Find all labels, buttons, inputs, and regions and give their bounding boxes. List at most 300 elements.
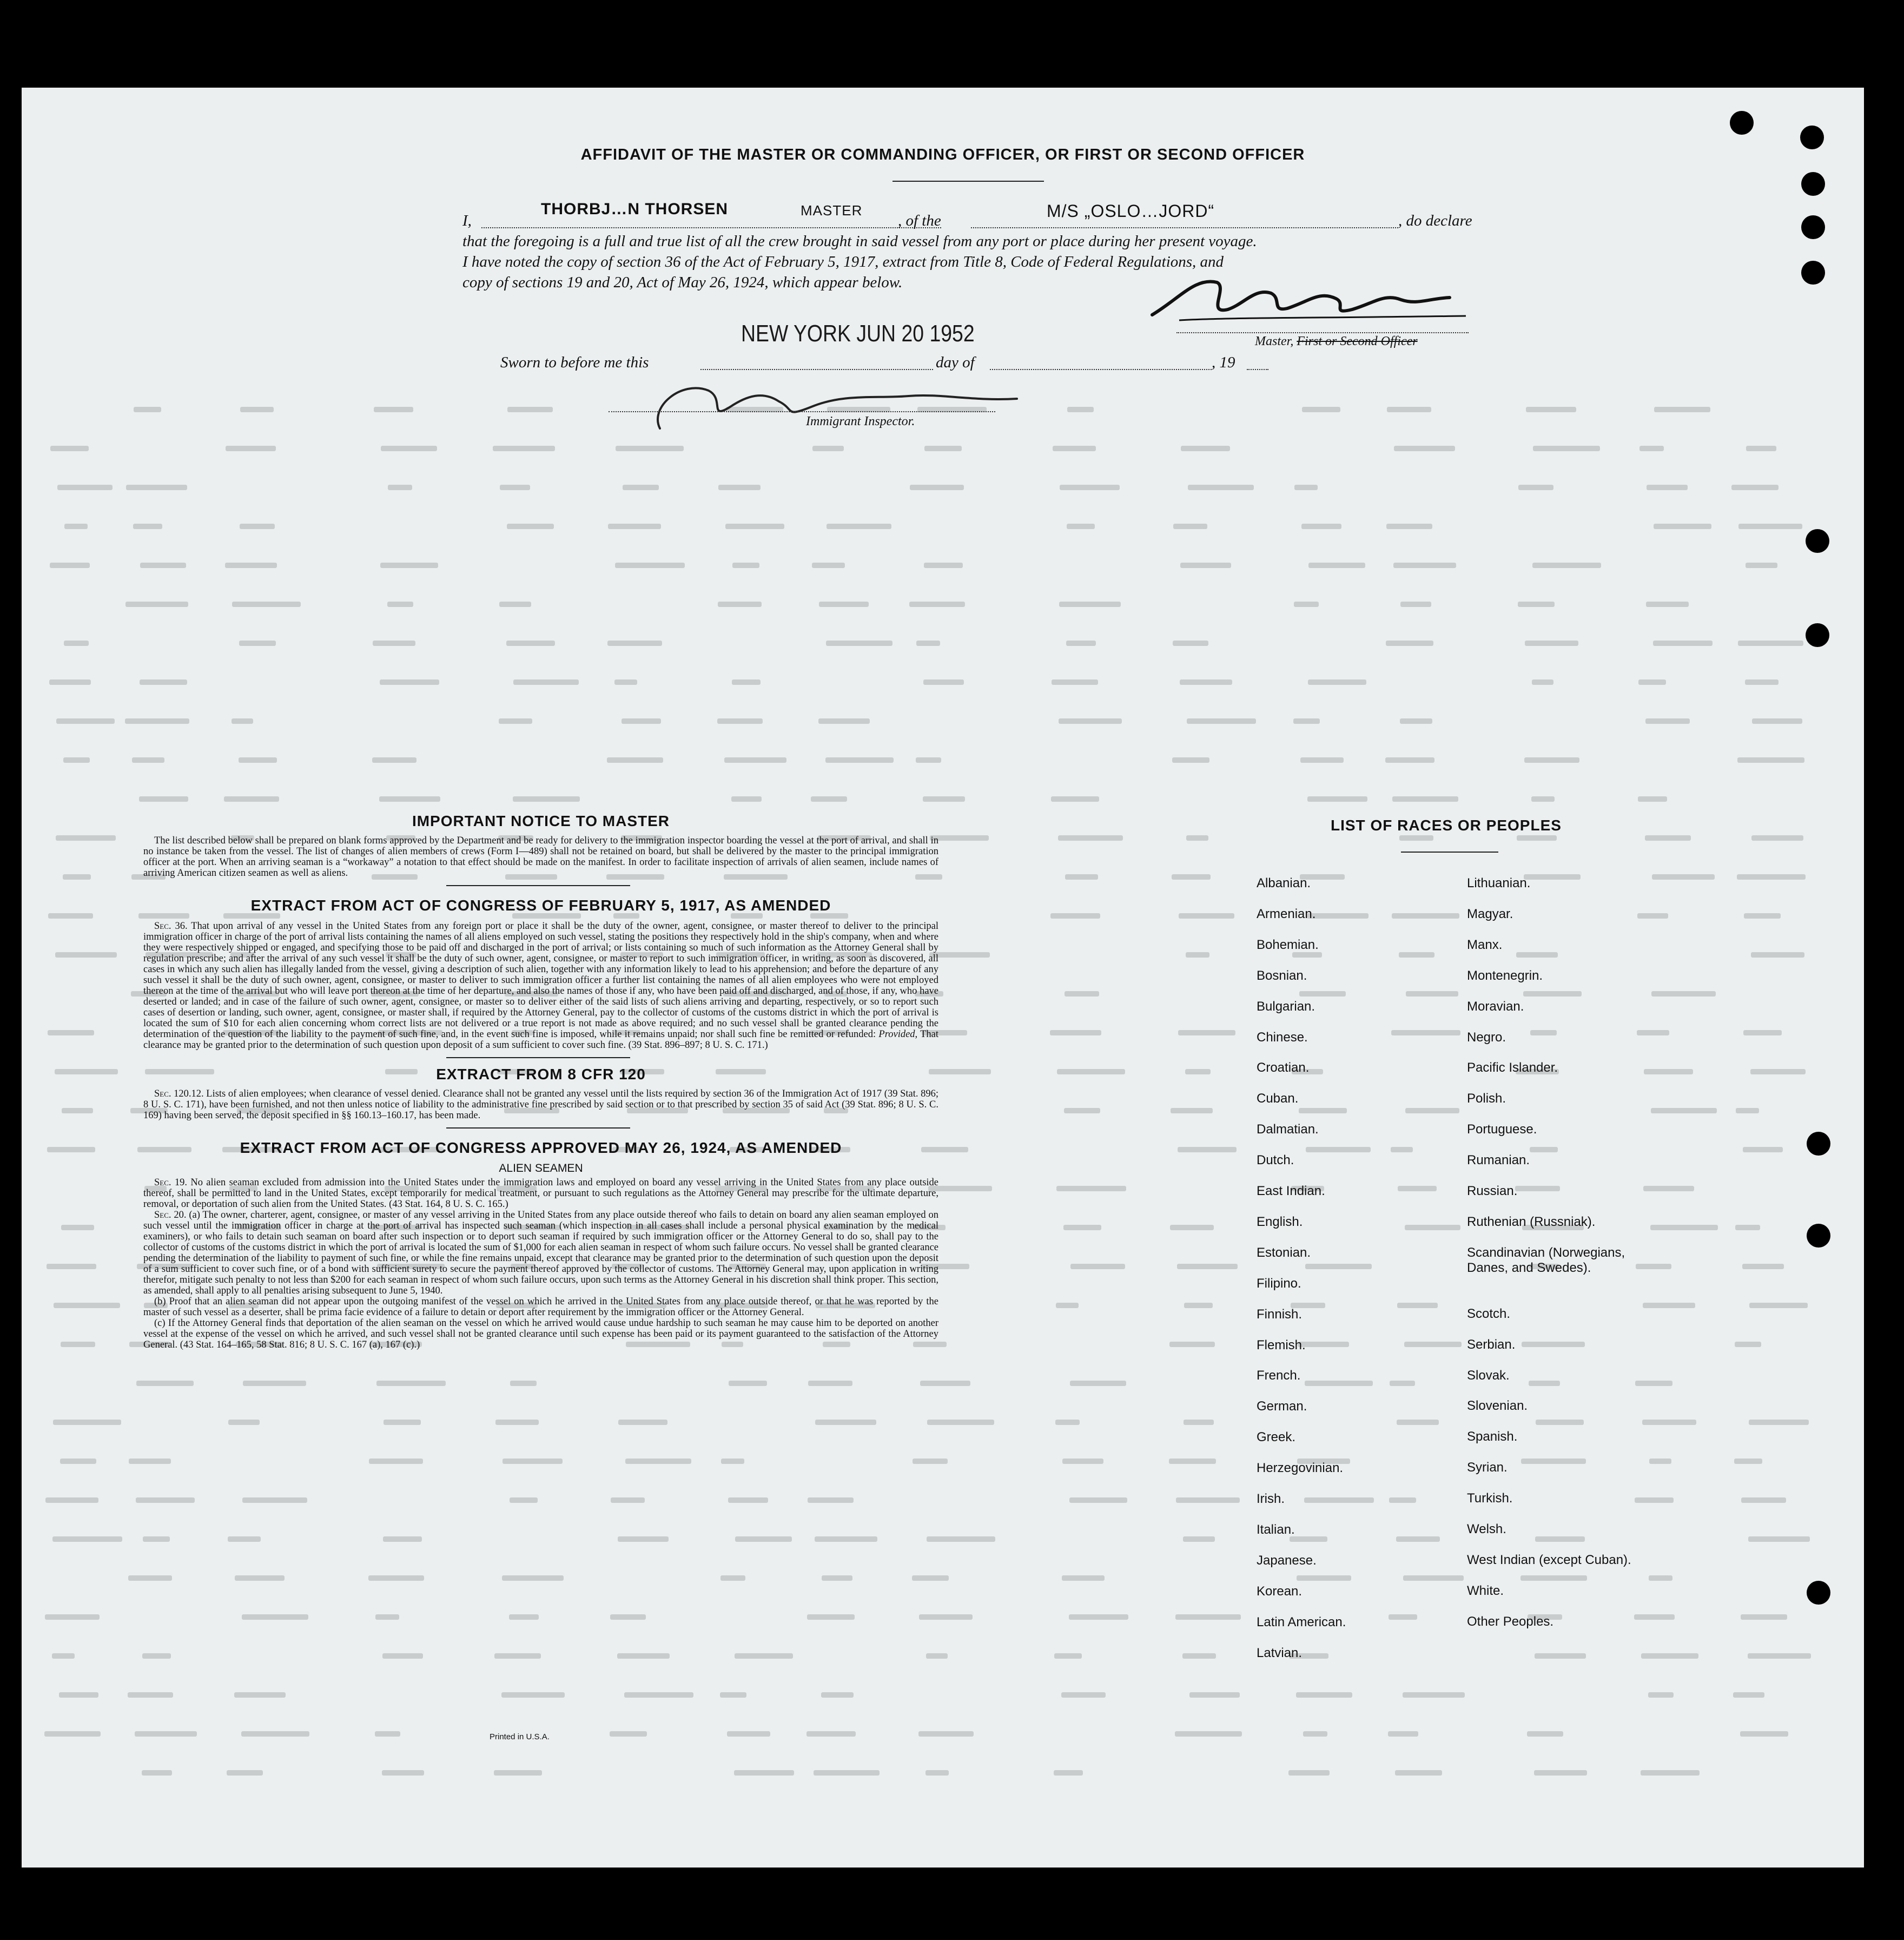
extract-1924-title: EXTRACT FROM ACT OF CONGRESS APPROVED MAY 26, 1924, AS AMENDED xyxy=(240,1139,842,1156)
bleed-through-mark xyxy=(235,1575,285,1581)
bleed-through-mark xyxy=(382,1770,424,1776)
vessel-field: M/S „OSLO…JORD“ xyxy=(1047,201,1215,221)
bleed-through-mark xyxy=(1654,524,1711,529)
bleed-through-mark xyxy=(243,1381,306,1386)
bleed-through-mark xyxy=(1189,1692,1240,1698)
bleed-through-mark xyxy=(56,835,116,841)
bleed-through-mark xyxy=(1387,407,1431,412)
sec-120-label: Sec. 120.12. xyxy=(154,1088,204,1099)
rank-field: MASTER xyxy=(801,202,863,219)
bleed-through-mark xyxy=(1735,1342,1761,1347)
bleed-through-mark xyxy=(1063,1225,1101,1230)
bleed-through-mark xyxy=(1750,1069,1806,1074)
bleed-through-mark xyxy=(623,485,659,490)
bleed-through-mark xyxy=(826,641,892,646)
bleed-through-mark xyxy=(1644,1069,1693,1074)
races-rule xyxy=(1401,852,1498,853)
bleed-through-mark xyxy=(1186,952,1209,958)
race-item: Ruthenian (Russniak). xyxy=(1467,1214,1596,1229)
bleed-through-mark xyxy=(1638,796,1667,802)
race-item: Finnish. xyxy=(1257,1306,1303,1322)
race-item: Herzegovinian. xyxy=(1257,1461,1344,1476)
sec-120-text: Lists of alien employees; when clearance of vessel denied. Clearance shall not be granted any vessel until the lists required by section 36 of the Immigration Act of 1917 (39 Stat. 896; 8 U. S. C. 171), have been furnished, and not then unless notice of liability to the administrative fine prescribed by said section or to that prescribed by section 35 of said Act (39 Stat. 896; 8 U. S. C. 169) having been served, the deposit specified in §§ 160.13–160.17, has been made. xyxy=(143,1088,939,1121)
bleed-through-mark xyxy=(1643,1186,1694,1191)
bleed-through-mark xyxy=(1178,1030,1235,1035)
bleed-through-mark xyxy=(610,1731,647,1737)
bleed-through-mark xyxy=(912,1575,949,1581)
bleed-through-mark xyxy=(241,1731,309,1737)
bleed-through-mark xyxy=(1642,1420,1696,1425)
year-label: , 19 xyxy=(1212,354,1235,371)
race-item: Negro. xyxy=(1467,1030,1506,1045)
bleed-through-mark xyxy=(1736,1108,1759,1113)
bleed-through-mark xyxy=(1651,991,1716,997)
bleed-through-mark xyxy=(1053,446,1096,451)
bleed-through-mark xyxy=(724,757,786,763)
bleed-through-mark xyxy=(1300,757,1344,763)
bleed-through-mark xyxy=(1516,952,1558,958)
bleed-through-mark xyxy=(732,679,761,685)
sec-36-text: That upon arrival of any vessel in the United States from any foreign port or place it shall be the duty of the owner, agent, consignee, or master thereof to deliver to the principal immigration officer in charge of the port of arrival lists containing the names of all aliens employed on such vessel, stating the positions they respectively hold in the ship's company, when and where they were respectively shipped or engaged, and specifying those to be paid off and discharged in the port of arrival; or lists containing so much of such information as the Attorney General shall by regulation prescribe; and after the arrival of any such vessel it shall be the duty of such owner, agent, consignee, or master to report to such immigration officer, in writing, as soon as discovered, all cases in which any such alien has illegally landed from the vessel, giving a description of such alien, together with any information likely to lead to his apprehension; and before the departure of any such vessel it shall be the duty of such owner, agent, consignee, or master to deliver to such immigration officer a further list containing the names of all alien employees who were not employed thereon at the time of the arrival but who will leave port thereon at the time of her departure, and also the names of those if any, who have been paid off and discharged, and of those, if any, who have deserted or landed; and in case of the failure of such owner, agent, consignee, or master so to deliver either of the said lists of such aliens arriving and departing, respectively, or so to report such cases of desertion or landing, such owner, agent, consignee, or master shall, if required by the Attorney General, pay to the collector of customs of the customs district in which the port of arrival is located the sum of $10 for each alien concerning whom correct lists are not delivered or a true report is not made as above required; and no such vessel shall be granted clearance pending the determination of the question of the liability to the payment of such fine, and, in the event such fine is imposed, while it remains unpaid; nor shall such fine be remitted or refunded: xyxy=(143,921,939,1040)
bleed-through-mark xyxy=(1176,1497,1240,1503)
bleed-through-mark xyxy=(136,1381,194,1386)
bleed-through-mark xyxy=(825,757,894,763)
bleed-through-mark xyxy=(1746,446,1776,451)
bleed-through-mark xyxy=(142,1770,172,1776)
bleed-through-mark xyxy=(1635,1381,1672,1386)
bleed-through-mark xyxy=(617,1653,670,1659)
race-item: Scandinavian (Norwegians, xyxy=(1467,1245,1625,1260)
bleed-through-mark xyxy=(494,1653,541,1659)
race-item: Chinese. xyxy=(1257,1030,1308,1045)
bleed-through-mark xyxy=(1066,641,1096,646)
race-item: Portuguese. xyxy=(1467,1122,1537,1137)
bleed-through-mark xyxy=(1175,1731,1242,1737)
bleed-through-mark xyxy=(616,446,684,451)
bleed-through-mark xyxy=(1641,1770,1700,1776)
bleed-through-mark xyxy=(1059,718,1122,724)
bleed-through-mark xyxy=(1388,1731,1418,1737)
race-item: Scotch. xyxy=(1467,1306,1511,1321)
bleed-through-mark xyxy=(369,1459,423,1464)
bleed-through-mark xyxy=(1518,485,1553,490)
bleed-through-mark xyxy=(732,563,759,568)
bleed-through-mark xyxy=(1396,1536,1440,1542)
race-item: Moravian. xyxy=(1467,999,1524,1014)
bleed-through-mark xyxy=(808,1381,852,1386)
bleed-through-mark xyxy=(916,757,941,763)
bleed-through-mark xyxy=(1527,1731,1563,1737)
bleed-through-mark xyxy=(1307,796,1367,802)
extract-1924-body xyxy=(143,1177,938,1350)
bleed-through-mark xyxy=(734,1770,794,1776)
race-item: Welsh. xyxy=(1467,1522,1506,1536)
bleed-through-mark xyxy=(57,485,113,490)
race-item: English. xyxy=(1257,1214,1303,1229)
master-caption-struck: First or Second Officer xyxy=(1297,334,1418,348)
bleed-through-mark xyxy=(615,563,685,568)
binder-hole xyxy=(1800,126,1824,149)
bleed-through-mark xyxy=(1288,1770,1330,1776)
bleed-through-mark xyxy=(232,602,301,607)
master-caption xyxy=(1255,334,1418,349)
race-item: Dutch. xyxy=(1257,1153,1294,1168)
bleed-through-mark xyxy=(909,602,965,607)
bleed-through-mark xyxy=(242,1614,308,1620)
bleed-through-mark xyxy=(1731,485,1779,490)
bleed-through-mark xyxy=(240,524,275,529)
bleed-through-mark xyxy=(1056,1303,1079,1308)
bleed-through-mark xyxy=(125,718,189,724)
bleed-through-mark xyxy=(1748,1653,1811,1659)
race-item: Japanese. xyxy=(1257,1553,1317,1568)
race-item: Slovak. xyxy=(1467,1368,1510,1383)
bleed-through-mark xyxy=(815,1536,877,1542)
bleed-through-mark xyxy=(1517,835,1557,841)
bleed-through-mark xyxy=(1400,718,1432,724)
sec-20b-paragraph: (b) Proof that an alien seaman did not appear upon the outgoing manifest of the vessel on which he arrived in the United States from any place outside thereof, or that he was reported by the master of such vessel as a deserter, shall be prima facie evidence of a failure to detain or deport after requirement by the immigration officer or the Attorney General. xyxy=(143,1296,938,1318)
bleed-through-mark xyxy=(1744,913,1781,919)
bleed-through-mark xyxy=(382,1653,423,1659)
bleed-through-mark xyxy=(1515,1186,1560,1191)
bleed-through-mark xyxy=(493,446,555,451)
bleed-through-mark xyxy=(387,602,413,607)
bleed-through-mark xyxy=(607,641,662,646)
bleed-through-mark xyxy=(64,641,89,646)
bleed-through-mark xyxy=(814,1770,880,1776)
bleed-through-mark xyxy=(1188,485,1254,490)
bleed-through-mark xyxy=(1406,991,1458,997)
race-item: Korean. xyxy=(1257,1583,1303,1599)
bleed-through-mark xyxy=(61,1342,95,1347)
bleed-through-mark xyxy=(718,485,761,490)
sec-36-paragraph xyxy=(143,921,938,1051)
bleed-through-mark xyxy=(822,1575,852,1581)
bleed-through-mark xyxy=(373,641,415,646)
bleed-through-mark xyxy=(1290,1536,1327,1542)
bleed-through-mark xyxy=(1399,952,1434,958)
bleed-through-mark xyxy=(60,1459,96,1464)
bleed-through-mark xyxy=(926,1653,948,1659)
binder-hole xyxy=(1730,111,1754,135)
bleed-through-mark xyxy=(1386,524,1432,529)
bleed-through-mark xyxy=(1525,641,1578,646)
bleed-through-mark xyxy=(384,1420,421,1425)
bleed-through-mark xyxy=(1182,1653,1216,1659)
race-item: Spanish. xyxy=(1467,1429,1518,1444)
affidavit-i: I, xyxy=(462,212,472,229)
bleed-through-mark xyxy=(1067,407,1094,412)
bleed-through-mark xyxy=(1177,1264,1238,1269)
bleed-through-mark xyxy=(1748,1536,1810,1542)
bleed-through-mark xyxy=(821,1692,854,1698)
bleed-through-mark xyxy=(1389,1614,1417,1620)
race-item: Slovenian. xyxy=(1467,1398,1528,1414)
bleed-through-mark xyxy=(47,1264,96,1269)
bleed-through-mark xyxy=(1184,1420,1214,1425)
bleed-through-mark xyxy=(1403,1575,1464,1581)
bleed-through-mark xyxy=(1386,641,1433,646)
bleed-through-mark xyxy=(388,485,412,490)
affidavit-line-2: that the foregoing is a full and true list of all the crew brought in said vessel from any port or place during her present voyage. xyxy=(462,233,1257,250)
bleed-through-mark xyxy=(59,1692,98,1698)
bleed-through-mark xyxy=(1305,1264,1372,1269)
bleed-through-mark xyxy=(1297,1575,1351,1581)
master-signature xyxy=(1147,266,1471,331)
sworn-year-line xyxy=(1247,368,1268,370)
race-item: West Indian (except Cuban). xyxy=(1467,1552,1631,1567)
binder-hole xyxy=(1806,529,1829,553)
bleed-through-mark xyxy=(818,718,870,724)
bleed-through-mark xyxy=(1294,485,1318,490)
bleed-through-mark xyxy=(918,1731,974,1737)
bleed-through-mark xyxy=(1304,1497,1374,1503)
bleed-through-mark xyxy=(129,1459,171,1464)
bleed-through-mark xyxy=(1186,835,1208,841)
race-item: White. xyxy=(1467,1583,1504,1598)
bleed-through-mark xyxy=(927,1536,995,1542)
title-rule xyxy=(892,181,1044,182)
bleed-through-mark xyxy=(52,1653,75,1659)
bleed-through-mark xyxy=(45,1497,98,1503)
bleed-through-mark xyxy=(1391,1030,1460,1035)
race-item: Latin American. xyxy=(1257,1614,1346,1629)
bleed-through-mark xyxy=(1171,1108,1213,1113)
bleed-through-mark xyxy=(1741,1614,1787,1620)
bleed-through-mark xyxy=(1062,1459,1103,1464)
race-item: Bosnian. xyxy=(1257,968,1307,983)
bleed-through-mark xyxy=(1050,913,1100,919)
bleed-through-mark xyxy=(1067,524,1095,529)
bleed-through-mark xyxy=(234,1692,286,1698)
bleed-through-mark xyxy=(1645,718,1690,724)
bleed-through-mark xyxy=(48,913,93,919)
bleed-through-mark xyxy=(1752,718,1802,724)
bleed-through-mark xyxy=(55,1069,118,1074)
bleed-through-mark xyxy=(368,1575,424,1581)
race-item: Greek. xyxy=(1257,1430,1296,1445)
bleed-through-mark xyxy=(499,718,532,724)
bleed-through-mark xyxy=(1172,874,1211,880)
bleed-through-mark xyxy=(727,1731,770,1737)
bleed-through-mark xyxy=(140,679,187,685)
bleed-through-mark xyxy=(1069,1497,1127,1503)
extract-1917-body xyxy=(143,921,938,1051)
bleed-through-mark xyxy=(49,679,91,685)
affidavit-line-4: copy of sections 19 and 20, Act of May 26, 1924, which appear below. xyxy=(462,274,903,291)
bleed-through-mark xyxy=(1526,407,1576,412)
bleed-through-mark xyxy=(1302,407,1340,412)
affidavit-line-3: I have noted the copy of section 36 of the Act of February 5, 1917, extract from Title 8, Code of Federal Regulations, and xyxy=(462,253,1224,270)
bleed-through-mark xyxy=(510,1497,538,1503)
extract-1917-title: EXTRACT FROM ACT OF CONGRESS OF FEBRUARY 5, 1917, AS AMENDED xyxy=(250,897,831,914)
bleed-through-mark xyxy=(812,446,844,451)
race-item: Irish. xyxy=(1257,1492,1285,1506)
bleed-through-mark xyxy=(1303,1731,1327,1737)
bleed-through-mark xyxy=(1740,1731,1788,1737)
race-item: Bulgarian. xyxy=(1257,999,1315,1014)
bleed-through-mark xyxy=(1645,835,1691,841)
bleed-through-mark xyxy=(1530,1147,1558,1152)
bleed-through-mark xyxy=(1301,524,1341,529)
extract-cfr-rule xyxy=(446,1127,630,1129)
bleed-through-mark xyxy=(1635,1497,1674,1503)
bleed-through-mark xyxy=(1653,641,1713,646)
bleed-through-mark xyxy=(1649,1575,1672,1581)
bleed-through-mark xyxy=(1051,796,1099,802)
race-item: Rumanian. xyxy=(1467,1153,1530,1168)
bleed-through-mark xyxy=(1751,952,1804,958)
bleed-through-mark xyxy=(500,485,530,490)
bleed-through-mark xyxy=(228,1420,260,1425)
bleed-through-mark xyxy=(1308,679,1366,685)
bleed-through-mark xyxy=(133,524,162,529)
sec-19-paragraph xyxy=(143,1177,938,1210)
bleed-through-mark xyxy=(1058,835,1123,841)
bleed-through-mark xyxy=(1648,1692,1674,1698)
bleed-through-mark xyxy=(139,796,188,802)
bleed-through-mark xyxy=(1638,679,1666,685)
bleed-through-mark xyxy=(1746,563,1777,568)
bleed-through-mark xyxy=(1529,1381,1560,1386)
bleed-through-mark xyxy=(1518,602,1555,607)
bleed-through-mark xyxy=(1649,1459,1671,1464)
bleed-through-mark xyxy=(1738,641,1803,646)
race-item: East Indian. xyxy=(1257,1184,1325,1198)
bleed-through-mark xyxy=(510,1381,537,1386)
bleed-through-mark xyxy=(924,446,962,451)
notice-title: IMPORTANT NOTICE TO MASTER xyxy=(412,813,670,829)
bleed-through-mark xyxy=(1070,1264,1125,1269)
bleed-through-mark xyxy=(1169,1342,1215,1347)
bleed-through-mark xyxy=(1522,1342,1585,1347)
bleed-through-mark xyxy=(132,757,164,763)
bleed-through-mark xyxy=(735,1653,793,1659)
bleed-through-mark xyxy=(1394,446,1455,451)
binder-hole xyxy=(1801,261,1825,285)
bleed-through-mark xyxy=(811,796,847,802)
race-item: Turkish. xyxy=(1467,1491,1513,1506)
bleed-through-mark xyxy=(721,1459,744,1464)
bleed-through-mark xyxy=(1293,718,1320,724)
sec-36-provided: Provided, xyxy=(878,1029,918,1040)
bleed-through-mark xyxy=(56,718,115,724)
bleed-through-mark xyxy=(376,1381,446,1386)
bleed-through-mark xyxy=(239,641,276,646)
bleed-through-mark xyxy=(50,446,89,451)
binder-hole xyxy=(1806,623,1829,647)
bleed-through-mark xyxy=(495,1420,539,1425)
bleed-through-mark xyxy=(61,1225,94,1230)
bleed-through-mark xyxy=(1061,1692,1106,1698)
bleed-through-mark xyxy=(1520,1575,1587,1581)
bleed-through-mark xyxy=(806,1731,856,1737)
bleed-through-mark xyxy=(1652,874,1715,880)
bleed-through-mark xyxy=(1054,1653,1082,1659)
bleed-through-mark xyxy=(624,1692,693,1698)
bleed-through-mark xyxy=(1180,563,1231,568)
bleed-through-mark xyxy=(240,407,274,412)
form-page xyxy=(22,88,1864,1868)
bleed-through-mark xyxy=(1530,1030,1557,1035)
bleed-through-mark xyxy=(125,602,188,607)
bleed-through-mark xyxy=(1057,1069,1125,1074)
vessel-line xyxy=(971,226,1398,228)
sec-20a-paragraph xyxy=(143,1210,938,1296)
inspector-caption: Immigrant Inspector. xyxy=(806,414,915,428)
bleed-through-mark xyxy=(63,874,91,880)
bleed-through-mark xyxy=(1385,757,1434,763)
bleed-through-mark xyxy=(611,1497,645,1503)
bleed-through-mark xyxy=(140,563,186,568)
bleed-through-mark xyxy=(1187,718,1256,724)
bleed-through-mark xyxy=(1389,1497,1416,1503)
bleed-through-mark xyxy=(1654,407,1710,412)
bleed-through-mark xyxy=(375,1731,400,1737)
bleed-through-mark xyxy=(1734,1459,1762,1464)
race-item: Albanian. xyxy=(1257,876,1311,890)
race-item: Other Peoples. xyxy=(1467,1614,1554,1629)
bleed-through-mark xyxy=(1062,1575,1105,1581)
bleed-through-mark xyxy=(52,1536,122,1542)
bleed-through-mark xyxy=(1637,1030,1669,1035)
bleed-through-mark xyxy=(1751,835,1803,841)
bleed-through-mark xyxy=(930,835,989,841)
bleed-through-mark xyxy=(502,1575,564,1581)
bleed-through-mark xyxy=(1531,796,1555,802)
bleed-through-mark xyxy=(1299,991,1346,997)
bleed-through-mark xyxy=(1069,1614,1128,1620)
bleed-through-mark xyxy=(1639,446,1664,451)
bleed-through-mark xyxy=(720,1575,745,1581)
bleed-through-mark xyxy=(925,1770,949,1776)
bleed-through-mark xyxy=(128,1692,173,1698)
bleed-through-mark xyxy=(1392,796,1458,802)
bleed-through-mark xyxy=(1641,1653,1698,1659)
bleed-through-mark xyxy=(1390,1381,1415,1386)
of-the-label: , of the xyxy=(898,212,941,229)
bleed-through-mark xyxy=(913,1459,948,1464)
race-item: German. xyxy=(1257,1399,1307,1414)
bleed-through-mark xyxy=(494,1770,542,1776)
race-item: Cuban. xyxy=(1257,1091,1299,1106)
bleed-through-mark xyxy=(45,1614,100,1620)
bleed-through-mark xyxy=(509,1614,539,1620)
bleed-through-mark xyxy=(135,1731,197,1737)
bleed-through-mark xyxy=(224,796,279,802)
bleed-through-mark xyxy=(47,1147,95,1152)
bleed-through-mark xyxy=(1052,679,1098,685)
bleed-through-mark xyxy=(381,446,437,451)
sec-36-label: Sec. 36. xyxy=(154,921,188,932)
bleed-through-mark xyxy=(1294,602,1319,607)
race-item: Russian. xyxy=(1467,1184,1518,1198)
bleed-through-mark xyxy=(50,563,90,568)
bleed-through-mark xyxy=(1391,1147,1413,1152)
day-of-label: day of xyxy=(936,354,975,371)
bleed-through-mark xyxy=(227,1770,263,1776)
bleed-through-mark xyxy=(63,757,90,763)
bleed-through-mark xyxy=(1308,563,1365,568)
bleed-through-mark xyxy=(372,757,416,763)
bleed-through-mark xyxy=(1532,679,1553,685)
bleed-through-mark xyxy=(380,563,438,568)
bleed-through-mark xyxy=(923,796,965,802)
bleed-through-mark xyxy=(819,602,869,607)
bleed-through-mark xyxy=(1392,913,1459,919)
inspector-signature-line xyxy=(609,410,995,412)
bleed-through-mark xyxy=(1299,1108,1347,1113)
